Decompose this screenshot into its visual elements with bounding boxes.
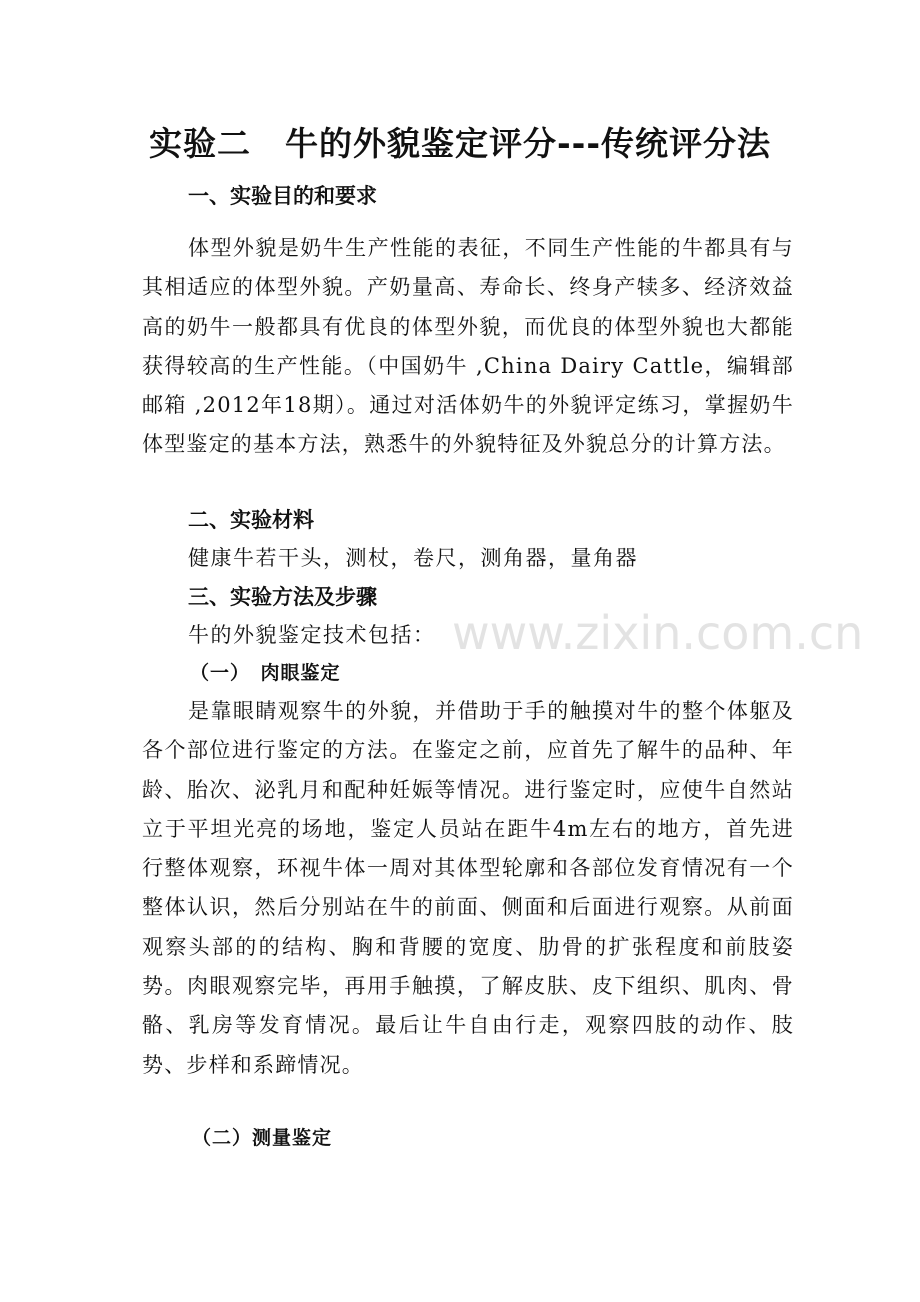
subsection-heading-visual: （一） 肉眼鉴定 [190, 662, 341, 684]
subsection-heading-measurement: （二）测量鉴定 [192, 1127, 333, 1149]
section-heading-materials: 二、实验材料 [188, 508, 314, 532]
section-paragraph-purpose: 体型外貌是奶牛生产性能的表征，不同生产性能的牛都具有与其相适应的体型外貌。产奶量高、寿命长、终身产犊多、经济效益高的奶牛一般都具有优良的体型外貌，而优良的体型外貌也大都能获得较高的生产性能。（中国奶牛 ,China Dairy Cattle，编辑部邮箱 ,2012年18期）。通过对活体奶牛的外貌评定练习，掌握奶牛体型鉴定的基本方法，熟悉牛的外貌特征及外貌总分的计算方法。 [142, 236, 794, 457]
subsection-paragraph-visual: 是靠眼睛观察牛的外貌，并借助于手的触摸对牛的整个体躯及各个部位进行鉴定的方法。在鉴定之前，应首先了解牛的品种、年龄、胎次、泌乳月和配种妊娠等情况。进行鉴定时，应使牛自然站立于平坦光亮的场地，鉴定人员站在距牛4m左右的地方，首先进行整体观察，环视牛体一周对其体型轮廓和各部位发育情况有一个整体认识，然后分别站在牛的前面、侧面和后面进行观察。从前面观察头部的的结构、胸和背腰的宽度、肋骨的扩张程度和前肢姿势。肉眼观察完毕，再用手触摸，了解皮肤、皮下组织、肌肉、骨骼、乳房等发育情况。最后让牛自由行走，观察四肢的动作、肢势、步样和系蹄情况。 [142, 699, 794, 1077]
watermark-text: www.zixin.com.cn [452, 606, 864, 660]
page-title: 实验二 牛的外貌鉴定评分---传统评分法 [148, 124, 772, 163]
section-heading-purpose: 一、实验目的和要求 [188, 184, 377, 208]
materials-list: 健康牛若干头，测杖，卷尺，测角器，量角器 [188, 546, 638, 570]
methods-intro: 牛的外貌鉴定技术包括： [188, 623, 436, 647]
section-heading-methods: 三、实验方法及步骤 [188, 585, 377, 609]
